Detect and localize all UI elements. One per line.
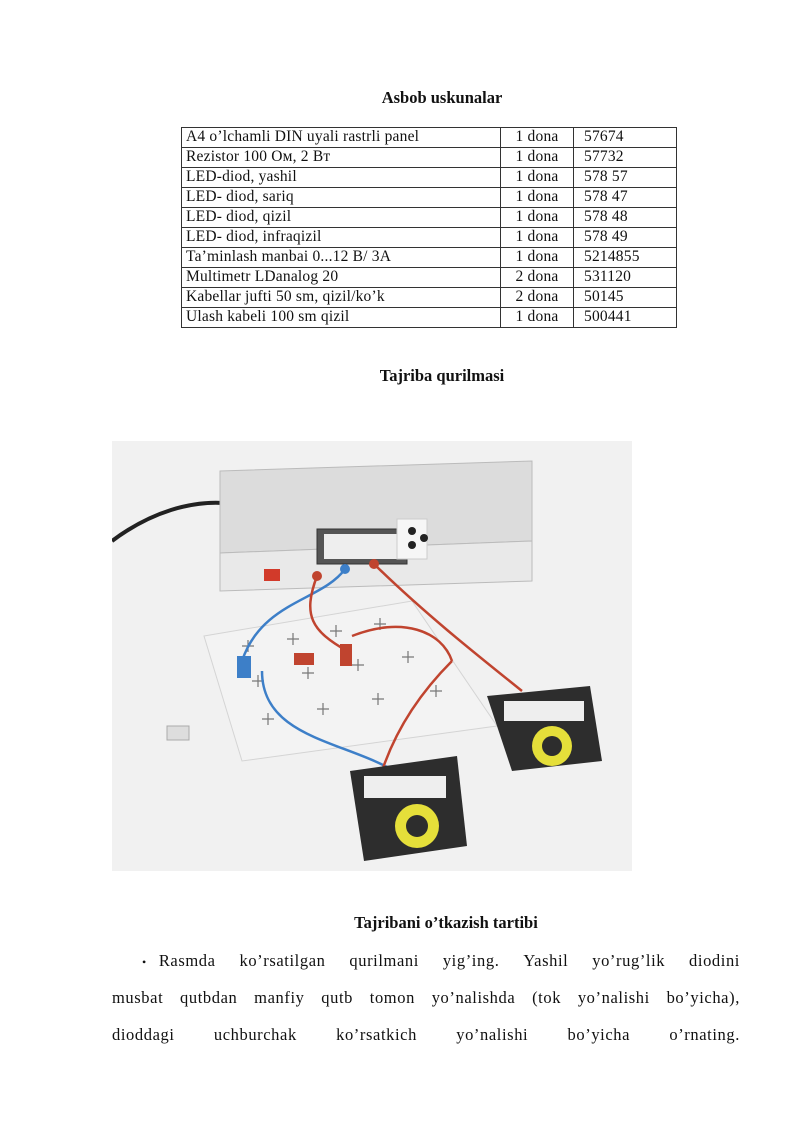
equipment-row xyxy=(182,168,677,188)
item-code: 531120 xyxy=(574,268,677,288)
setup-heading: Tajriba qurilmasi xyxy=(379,366,505,385)
item-code: 578 57 xyxy=(574,168,677,188)
item-code: 57732 xyxy=(574,148,677,168)
item-name: Multimetr LDanalog 20 xyxy=(182,268,501,288)
procedure-word: diodini xyxy=(689,951,740,970)
procedure-word: bo’yicha xyxy=(567,1025,631,1044)
equipment-row xyxy=(182,128,677,148)
item-quantity: 1 dona xyxy=(501,208,574,228)
equipment-row xyxy=(182,228,677,248)
procedure-line-1 xyxy=(112,951,740,973)
procedure-word: dioddagi xyxy=(112,1025,175,1044)
item-quantity: 1 dona xyxy=(501,308,574,328)
procedure-word: bo’yicha), xyxy=(666,988,740,1007)
procedure-word: Yashil xyxy=(523,951,569,970)
item-code: 57674 xyxy=(574,128,677,148)
procedure-word: ko’rsatkich xyxy=(336,1025,417,1044)
procedure-word: (tok xyxy=(532,988,562,1007)
procedure-word: qurilmani xyxy=(349,951,419,970)
procedure-word: tomon xyxy=(369,988,415,1007)
item-quantity: 1 dona xyxy=(501,168,574,188)
item-name: A4 o’lchamli DIN uyali rastrli panel xyxy=(182,128,501,148)
procedure-word: Rasmda xyxy=(158,951,216,970)
setup-illustration xyxy=(112,441,632,871)
item-name: LED- diod, infraqizil xyxy=(182,228,501,248)
procedure-word: qutbdan xyxy=(180,988,238,1007)
item-quantity: 2 dona xyxy=(501,288,574,308)
item-name: LED- diod, qizil xyxy=(182,208,501,228)
procedure-line-2 xyxy=(112,988,740,1010)
equipment-row xyxy=(182,208,677,228)
procedure-word: uchburchak xyxy=(213,1025,297,1044)
procedure-word: yo’nalishda xyxy=(431,988,516,1007)
equipment-row xyxy=(182,308,677,328)
item-code: 578 48 xyxy=(574,208,677,228)
procedure-word: ko’rsatilgan xyxy=(239,951,326,970)
item-quantity: 2 dona xyxy=(501,268,574,288)
procedure-word: manfiy xyxy=(254,988,305,1007)
item-code: 578 49 xyxy=(574,228,677,248)
item-quantity: 1 dona xyxy=(501,228,574,248)
equipment-table xyxy=(181,127,677,328)
procedure-word: yo’nalishi xyxy=(577,988,650,1007)
procedure-word: qutb xyxy=(321,988,353,1007)
item-name: Ta’minlash manbai 0...12 В/ 3А xyxy=(182,248,501,268)
procedure-word: yo’nalishi xyxy=(456,1025,529,1044)
procedure-word: yig’ing. xyxy=(442,951,500,970)
experiment-setup-photo xyxy=(112,441,632,871)
item-code: 500441 xyxy=(574,308,677,328)
procedure-word: musbat xyxy=(112,988,164,1007)
item-name: Ulash kabeli 100 sm qizil xyxy=(182,308,501,328)
item-name: Rezistor 100 Ом, 2 Вт xyxy=(182,148,501,168)
procedure-word: yo’rug’lik xyxy=(592,951,666,970)
procedure-heading: Tajribani o’tkazish tartibi xyxy=(354,913,538,932)
equipment-heading: Asbob uskunalar xyxy=(381,88,503,107)
item-quantity: 1 dona xyxy=(501,128,574,148)
equipment-row xyxy=(182,148,677,168)
item-code: 5214855 xyxy=(574,248,677,268)
item-quantity: 1 dona xyxy=(501,148,574,168)
item-name: LED-diod, yashil xyxy=(182,168,501,188)
equipment-row xyxy=(182,248,677,268)
bullet-icon: • xyxy=(142,955,147,969)
item-code: 50145 xyxy=(574,288,677,308)
procedure-line-3 xyxy=(112,1025,740,1047)
item-name: Kabellar jufti 50 sm, qizil/ko’k xyxy=(182,288,501,308)
equipment-row xyxy=(182,288,677,308)
item-name: LED- diod, sariq xyxy=(182,188,501,208)
item-quantity: 1 dona xyxy=(501,188,574,208)
item-quantity: 1 dona xyxy=(501,248,574,268)
equipment-row xyxy=(182,268,677,288)
item-code: 578 47 xyxy=(574,188,677,208)
procedure-word: o’rnating. xyxy=(669,1025,740,1044)
equipment-row xyxy=(182,188,677,208)
